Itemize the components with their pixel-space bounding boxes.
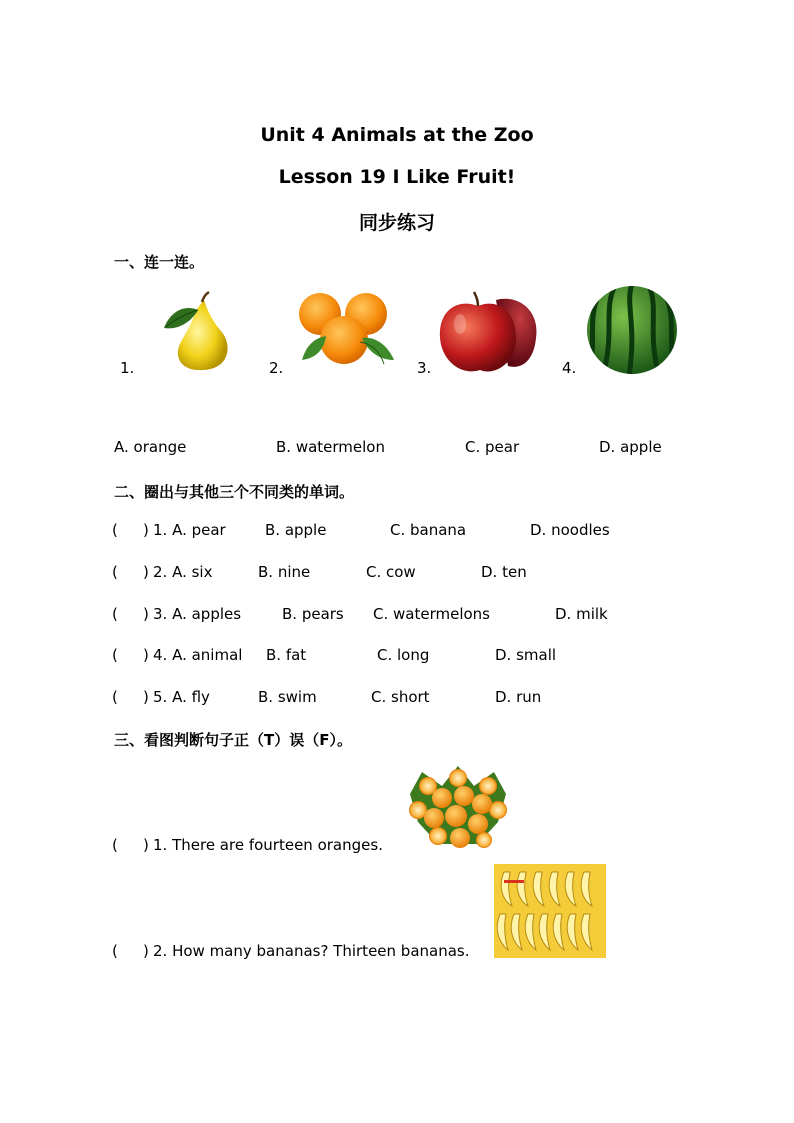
q2-3-option-c: C. watermelons: [373, 605, 490, 623]
answer-blank-close: ): [143, 521, 149, 539]
answer-blank-close: ): [143, 942, 149, 960]
q2-5-option-a: 5. A. fly: [153, 688, 210, 706]
page-subtitle: 同步练习: [358, 212, 435, 234]
q2-4-option-b: B. fat: [266, 646, 307, 664]
oranges-image: [296, 290, 396, 370]
item-number-1: 1.: [120, 359, 135, 377]
q2-4-option-c: C. long: [377, 646, 430, 664]
pear-image: [152, 290, 242, 374]
match-option-a: A. orange: [114, 438, 187, 456]
q2-4-option-d: D. small: [495, 646, 557, 664]
q2-3-option-b: B. pears: [282, 605, 344, 623]
answer-blank-close: ): [143, 563, 149, 581]
oranges-pile-image: [402, 764, 514, 852]
answer-blank-open: (: [112, 688, 118, 706]
q2-1-option-c: C. banana: [390, 521, 467, 539]
q2-1-option-d: D. noodles: [530, 521, 610, 539]
q2-2-option-c: C. cow: [366, 563, 416, 581]
answer-blank-close: ): [143, 836, 149, 854]
judge-sentence-1: 1. There are fourteen oranges.: [153, 836, 383, 854]
judge-sentence-2: 2. How many bananas? Thirteen bananas.: [153, 942, 470, 960]
section-1-heading: 一、连一连。: [114, 253, 205, 271]
answer-blank-close: ): [143, 605, 149, 623]
q2-3-option-d: D. milk: [555, 605, 608, 623]
q2-1-option-b: B. apple: [265, 521, 327, 539]
answer-blank-open: (: [112, 646, 118, 664]
match-option-c: C. pear: [465, 438, 520, 456]
item-number-2: 2.: [269, 359, 284, 377]
q2-5-option-d: D. run: [495, 688, 542, 706]
bananas-image: [494, 864, 606, 958]
section-3-heading: 三、看图判断句子正（T）误（F）。: [114, 731, 352, 749]
answer-blank-close: ): [143, 646, 149, 664]
answer-blank-open: (: [112, 605, 118, 623]
q2-2-option-a: 2. A. six: [153, 563, 213, 581]
q2-2-option-b: B. nine: [258, 563, 311, 581]
q2-3-option-a: 3. A. apples: [153, 605, 242, 623]
unit-title: Unit 4 Animals at the Zoo: [260, 124, 534, 146]
item-number-3: 3.: [417, 359, 432, 377]
answer-blank-open: (: [112, 563, 118, 581]
item-number-4: 4.: [562, 359, 577, 377]
q2-4-option-a: 4. A. animal: [153, 646, 243, 664]
apples-image: [438, 290, 542, 374]
match-option-b: B. watermelon: [276, 438, 385, 456]
answer-blank-close: ): [143, 688, 149, 706]
q2-1-option-a: 1. A. pear: [153, 521, 226, 539]
match-option-d: D. apple: [599, 438, 662, 456]
watermelon-image: [585, 284, 679, 376]
q2-2-option-d: D. ten: [481, 563, 527, 581]
answer-blank-open: (: [112, 942, 118, 960]
answer-blank-open: (: [112, 521, 118, 539]
q2-5-option-c: C. short: [371, 688, 430, 706]
lesson-title: Lesson 19 I Like Fruit!: [278, 166, 516, 188]
section-2-heading: 二、圈出与其他三个不同类的单词。: [114, 483, 355, 501]
q2-5-option-b: B. swim: [258, 688, 317, 706]
answer-blank-open: (: [112, 836, 118, 854]
